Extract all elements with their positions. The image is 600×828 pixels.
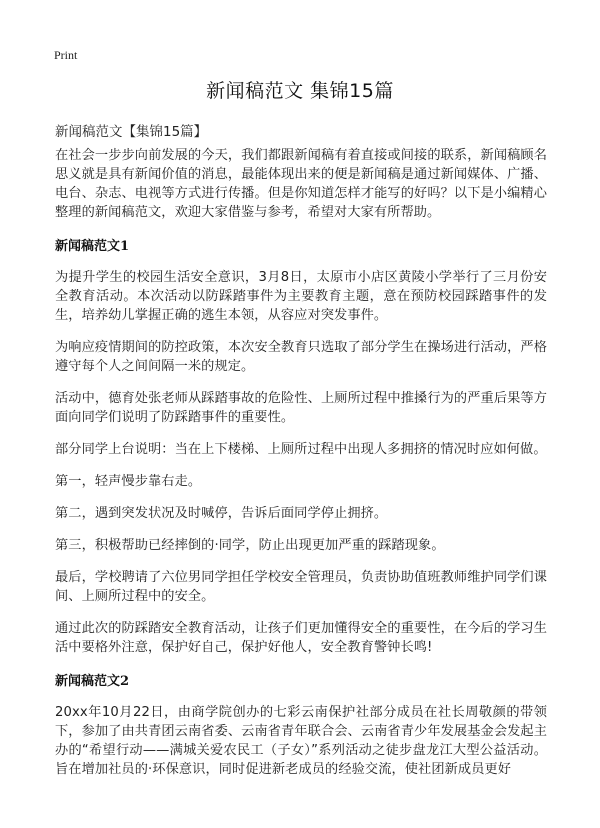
paragraph: 为提升学生的校园生活安全意识，3月8日，太原市小店区黄陵小学举行了三月份安全教育活动。本次活动以防踩踏事件为主要教育主题，意在预防校园踩踏事件的发生，培养幼儿掌握正确的逃生本领，从容应对突发事件。 <box>55 270 547 323</box>
paragraph: 第一，轻声慢步靠右走。 <box>55 474 202 489</box>
paragraph: 第二，遇到突发状况及时喊停，告诉后面同学停止拥挤。 <box>55 506 388 521</box>
paragraph: 通过此次的防踩踏安全教育活动，让孩子们更加懂得安全的重要性，在今后的学习生活中要格外注意，保护好自己，保护好他人，安全教育警钟长鸣! <box>55 621 547 655</box>
section-heading: 新闻稿范文1 <box>55 239 130 254</box>
paragraph: 最后，学校聘请了六位男同学担任学校安全管理员，负责协助值班教师维护同学们课间、上厕所过程中的安全。 <box>55 570 547 604</box>
document-subtitle: 新闻稿范文【集锦15篇】 <box>55 124 208 140</box>
paragraph: 20xx年10月22日，由商学院创办的七彩云南保护社部分成员在社长周敬颜的带领下，参加了由共青团云南省委、云南省青年联合会、云南省青少年发展基金会发起主办的“希望行动——满城关爱农民工（子女）”系列活动之徒步盘龙江大型公益活动。旨在增加社员的·环保意识，同时促进新老成员的经验交流，使社团新成员更好 <box>55 705 547 777</box>
paragraph: 活动中，德育处张老师从踩踏事故的危险性、上厕所过程中推搡行为的严重后果等方面向同学们说明了防踩踏事件的重要性。 <box>55 391 547 425</box>
print-label: Print <box>54 48 78 62</box>
paragraph: 第三，积极帮助已经摔倒的·同学，防止出现更加严重的踩踏现象。 <box>55 538 445 553</box>
section-heading: 新闻稿范文2 <box>55 674 130 689</box>
section-1 <box>55 235 547 657</box>
document-title: 新闻稿范文 集锦15篇 <box>206 80 394 102</box>
paragraph: 部分同学上台说明：当在上下楼梯、上厕所过程中出现人多拥挤的情况时应如何做。 <box>55 442 547 457</box>
document-body <box>55 146 547 792</box>
intro-paragraph: 在社会一步步向前发展的今天，我们都跟新闻稿有着直接或间接的联系，新闻稿顾名思义就是具有新闻价值的消息，最能体现出来的便是新闻稿是通过新闻媒体、广播、电台、杂志、电视等方式进行传播。但是你知道怎样才能写的好吗？以下是小编精心整理的新闻稿范文，欢迎大家借鉴与参考，希望对大家有所帮助。 <box>55 148 547 220</box>
section-2 <box>55 670 547 779</box>
paragraph: 为响应疫情期间的防控政策，本次安全教育只选取了部分学生在操场进行活动，严格遵守每个人之间间隔一米的规定。 <box>55 340 547 374</box>
